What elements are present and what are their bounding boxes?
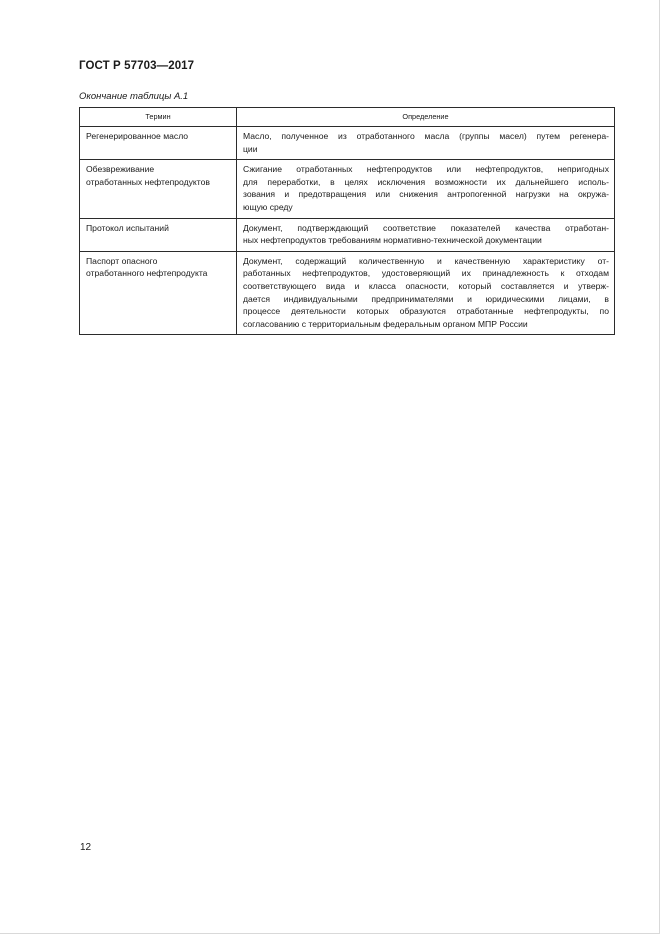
table-row xyxy=(80,127,615,160)
definition-cell xyxy=(237,218,615,251)
definition-line: дается индивидуальными предпринимателями и юридическими лицами, в xyxy=(243,293,609,304)
term-line: Протокол испытаний xyxy=(86,222,169,233)
table-caption: Окончание таблицы А.1 xyxy=(79,91,189,102)
term-line: Паспорт опасного xyxy=(86,255,158,266)
definition-line: Масло, полученное из отработанного масла (группы масел) путем регенера- xyxy=(243,131,609,141)
definition-line: работанных нефтепродуктов, удостоверяющий их принадлежность к отходам xyxy=(243,268,609,279)
term-cell xyxy=(80,218,237,251)
table-row xyxy=(80,251,615,335)
definition-cell xyxy=(237,127,615,160)
definition-line: Документ, подтверждающий соответствие показателей качества отработан- xyxy=(243,222,609,233)
term-line: Регенерированное масло xyxy=(86,131,189,141)
terms-table xyxy=(79,107,615,335)
table-row xyxy=(80,160,615,218)
definition-line: для переработки, в целях исключения возможности их дальнейшего исполь- xyxy=(243,176,609,187)
definition-line: соответствующего вида и класса опасности, который составляется и утверж- xyxy=(243,280,609,291)
column-header-definition: Определение xyxy=(237,108,615,127)
column-header-term: Термин xyxy=(80,108,237,127)
term-cell xyxy=(80,127,237,160)
definition-cell xyxy=(237,160,615,218)
term-line: отработанного нефтепродукта xyxy=(86,268,208,279)
term-cell xyxy=(80,160,237,218)
definition-line: зования и предотвращения или снижения антропогенной нагрузки на окружа- xyxy=(243,189,609,200)
definition-line: ных нефтепродуктов требованиям нормативно-технической документации xyxy=(243,235,542,246)
page-number: 12 xyxy=(80,842,92,853)
table-header-row xyxy=(80,108,615,127)
term-cell xyxy=(80,251,237,335)
table-row xyxy=(80,218,615,251)
term-line: Обезвреживание xyxy=(86,164,155,175)
definition-line: ющую среду xyxy=(243,201,293,212)
definition-line: Сжигание отработанных нефтепродуктов или нефтепродуктов, непригодных xyxy=(243,164,609,175)
term-line: отработанных нефтепродуктов xyxy=(86,176,210,187)
document-header: ГОСТ Р 57703—2017 xyxy=(79,60,195,72)
definition-line: согласованию с территориальным федеральным органом МПР России xyxy=(243,318,528,329)
definition-line: Документ, содержащий количественную и качественную характеристику от- xyxy=(243,255,609,266)
definition-line: процессе деятельности которых образуются отработанные нефтепродукты, по xyxy=(243,306,609,317)
definition-line: ции xyxy=(243,143,258,154)
definition-cell xyxy=(237,251,615,335)
